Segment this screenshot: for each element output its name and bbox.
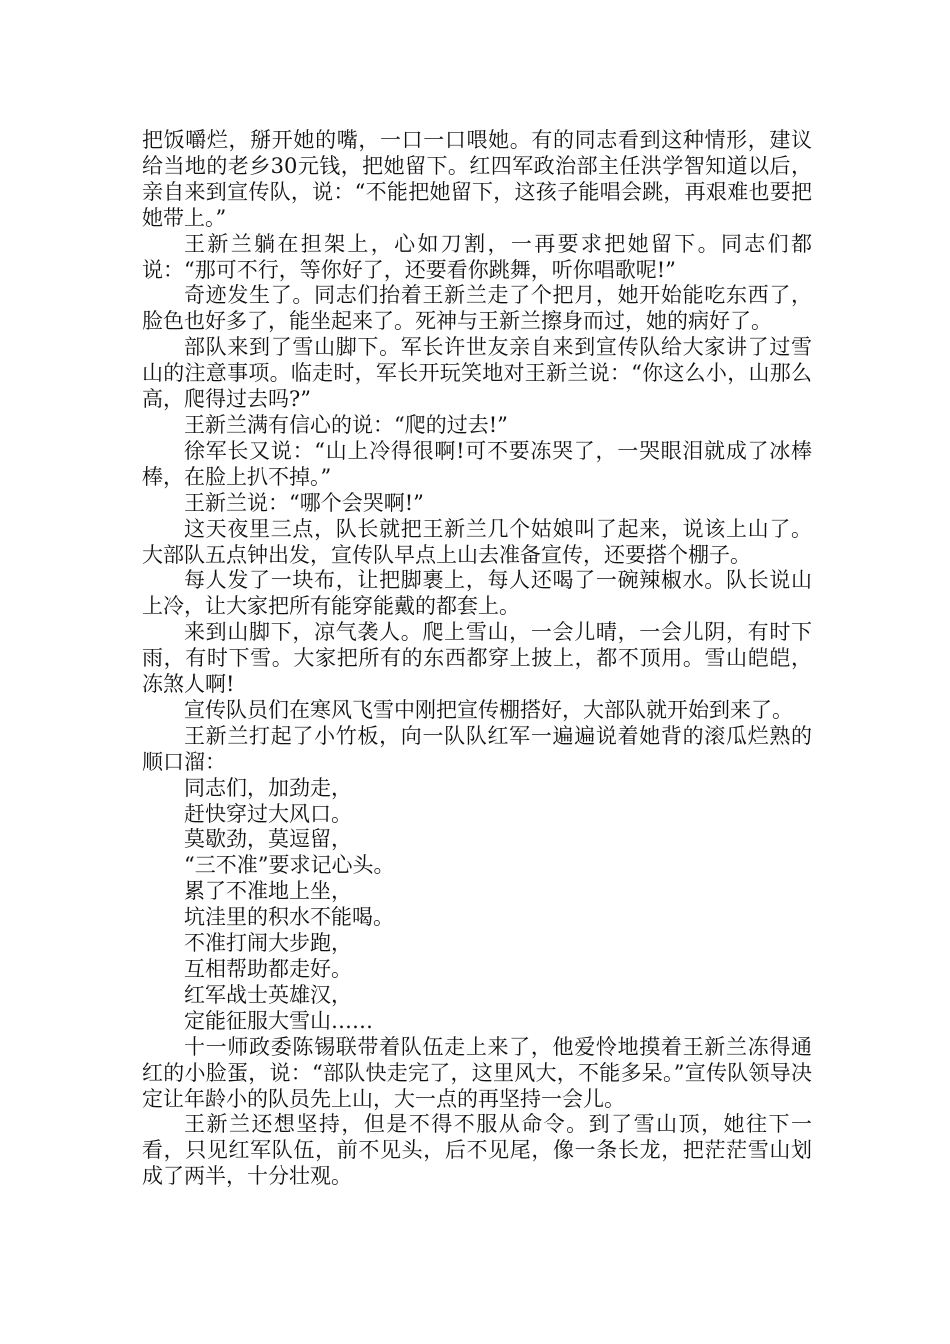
document-body: [142, 128, 812, 1190]
paragraph: 王新兰说：“哪个会哭啊!”: [184, 490, 424, 515]
paragraph: 十一师政委陈锡联带着队伍走上来了，他爱怜地摸着王新兰冻得通红的小脸蛋，说：“部队快走完了，这里风大，不能多呆。”宣传队领导决定让年龄小的队员先上山，大一点的再坚持一会儿。: [142, 1034, 812, 1111]
verse-line: 赶快穿过大风口。: [184, 801, 352, 826]
paragraph: 王新兰打起了小竹板，向一队队红军一遍遍说着她背的滚瓜烂熟的顺口溜：: [142, 723, 812, 774]
paragraph: 徐军长又说：“山上冷得很啊!可不要冻哭了，一哭眼泪就成了冰棒棒，在脸上扒不掉。”: [142, 438, 812, 489]
verse-line: 累了不准地上坐，: [184, 879, 352, 904]
paragraph: 来到山脚下，凉气袭人。爬上雪山，一会儿晴，一会儿阴，有时下雨，有时下雪。大家把所有的东西都穿上披上，都不顶用。雪山皑皑，冻煞人啊!: [142, 620, 812, 697]
verse-line: 不准打闹大步跑，: [184, 931, 352, 956]
paragraph: 部队来到了雪山脚下。军长许世友亲自来到宣传队给大家讲了过雪山的注意事项。临走时，军长开玩笑地对王新兰说：“你这么小，山那么高，爬得过去吗?”: [142, 335, 812, 412]
paragraph: 王新兰满有信心的说：“爬的过去!”: [184, 412, 508, 437]
verse-line: 定能征服大雪山……: [184, 1008, 373, 1033]
verse-line: 坑洼里的积水不能喝。: [184, 905, 394, 930]
paragraph: 王新兰躺在担架上，心如刀割，一再要求把她留下。同志们都说：“那可不行，等你好了，还要看你跳舞，听你唱歌呢!”: [142, 231, 812, 282]
verse-line: 红军战士英雄汉，: [184, 982, 352, 1007]
paragraph: 这天夜里三点，队长就把王新兰几个姑娘叫了起来，说该上山了。大部队五点钟出发，宣传队早点上山去准备宣传，还要搭个棚子。: [142, 516, 812, 567]
paragraph: 奇迹发生了。同志们抬着王新兰走了个把月，她开始能吃东西了，脸色也好多了，能坐起来了。死神与王新兰擦身而过，她的病好了。: [142, 283, 812, 334]
paragraph: 宣传队员们在寒风飞雪中刚把宣传棚搭好，大部队就开始到来了。: [184, 697, 793, 722]
verse-line: 同志们，加劲走，: [184, 775, 352, 800]
verse-line: 互相帮助都走好。: [184, 957, 352, 981]
paragraph: 每人发了一块布，让把脚裹上，每人还喝了一碗辣椒水。队长说山上冷，让大家把所有能穿能戴的都套上。: [142, 568, 812, 619]
paragraph: 把饭嚼烂，掰开她的嘴，一口一口喂她。有的同志看到这种情形，建议给当地的老乡30元钱，把她留下。红四军政治部主任洪学智知道以后，亲自来到宣传队，说：“不能把她留下，这孩子能唱会跳，再艰难也要把她带上。”: [142, 128, 812, 230]
paragraph: 王新兰还想坚持，但是不得不服从命令。到了雪山顶，她往下一看，只见红军队伍，前不见头，后不见尾，像一条长龙，把茫茫雪山划成了两半，十分壮观。: [142, 1112, 812, 1189]
verse-line: 莫歇劲，莫逗留，: [184, 827, 352, 852]
verse-line: “三不准”要求记心头。: [184, 853, 395, 878]
